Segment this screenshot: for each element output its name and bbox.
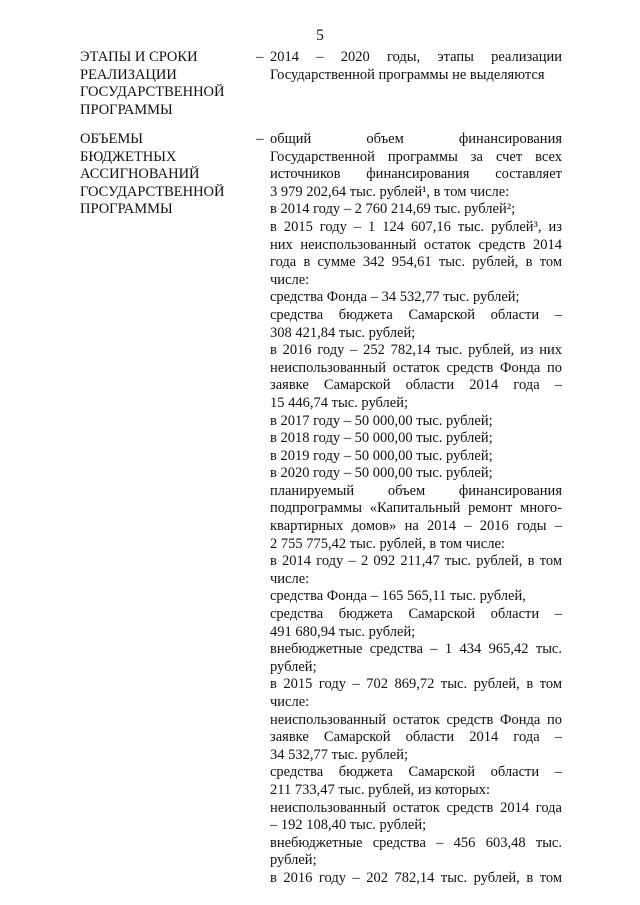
text-line: 491 680,94 тыс. рублей; bbox=[270, 623, 416, 640]
text-line: рублей; bbox=[270, 658, 317, 675]
text-line: 308 421,84 тыс. рублей; bbox=[270, 324, 416, 341]
budget-dash: – bbox=[256, 131, 264, 147]
label-line: ПРОГРАММЫ bbox=[80, 101, 173, 118]
text-line: в 2014 году – 2 760 214,69 тыс. рублей²; bbox=[270, 201, 516, 218]
stages-dash: – bbox=[256, 49, 264, 65]
text-line: в 2015 году – 702 869,72 тыс. рублей, в том bbox=[270, 676, 562, 693]
text-line: внебюджетные средства – 1 434 965,42 тыс. bbox=[270, 641, 562, 658]
label-line: ПРОГРАММЫ bbox=[80, 201, 173, 217]
text-line: в 2018 году – 50 000,00 тыс. рублей; bbox=[270, 430, 493, 447]
text-line: планируемый объем финансирования bbox=[270, 482, 562, 499]
text-line: квартирных домов» на 2014 – 2016 годы – bbox=[270, 518, 562, 535]
label-line: ГОСУДАРСТВЕННОЙ bbox=[80, 183, 225, 200]
text-line: средства бюджета Самарской области – bbox=[270, 764, 562, 781]
text-line: 3 979 202,64 тыс. рублей¹, в том числе: bbox=[270, 183, 510, 200]
text-line: рублей; bbox=[270, 852, 317, 869]
text-line: в 2014 году – 2 092 211,47 тыс. рублей, в том bbox=[270, 553, 562, 570]
text-line: средства бюджета Самарской области – bbox=[270, 306, 562, 323]
label-line: АССИГНОВАНИЙ bbox=[80, 166, 200, 182]
label-line: БЮДЖЕТНЫХ bbox=[80, 148, 177, 165]
text-line: средства Фонда – 165 565,11 тыс. рублей, bbox=[270, 588, 526, 605]
stages-text bbox=[270, 49, 562, 84]
text-line: в 2017 году – 50 000,00 тыс. рублей; bbox=[270, 412, 493, 429]
text-line: внебюджетные средства – 456 603,48 тыс. bbox=[270, 834, 562, 851]
text-line: заявке Самарской области 2014 года – bbox=[270, 377, 562, 394]
label-line: РЕАЛИЗАЦИИ bbox=[80, 66, 177, 83]
text-line: числе: bbox=[270, 570, 310, 587]
text-line: 2014 – 2020 годы, этапы реализации bbox=[270, 49, 562, 65]
text-line: них неиспользованный остаток средств 2014 bbox=[270, 236, 562, 253]
text-line: Государственной программы не выделяются bbox=[270, 66, 545, 83]
text-line: в 2015 году – 1 124 607,16 тыс. рублей³, из bbox=[270, 218, 562, 235]
text-line: в 2020 году – 50 000,00 тыс. рублей; bbox=[270, 465, 493, 482]
text-line: 15 446,74 тыс. рублей; bbox=[270, 394, 408, 411]
budget-text bbox=[270, 131, 562, 888]
label-line: ГОСУДАРСТВЕННОЙ bbox=[80, 84, 225, 100]
text-line: в 2016 году – 252 782,14 тыс. рублей, из них bbox=[270, 342, 562, 359]
text-line: источников финансирования составляет bbox=[270, 166, 562, 183]
text-line: Государственной программы за счет всех bbox=[270, 148, 562, 165]
text-line: 34 532,77 тыс. рублей; bbox=[270, 746, 408, 763]
text-line: подпрограммы «Капитальный ремонт много- bbox=[270, 500, 562, 517]
text-line: года в сумме 342 954,61 тыс. рублей, в том bbox=[270, 254, 562, 271]
text-line: числе: bbox=[270, 271, 310, 288]
text-line: неиспользованный остаток средств 2014 года bbox=[270, 799, 562, 816]
stages-label bbox=[80, 49, 256, 119]
text-line: – 192 108,40 тыс. рублей; bbox=[270, 817, 427, 834]
page-number: 5 bbox=[316, 27, 324, 44]
text-line: в 2016 году – 202 782,14 тыс. рублей, в том bbox=[270, 869, 562, 886]
text-line: неиспользованный остаток средств Фонда по bbox=[270, 359, 562, 376]
text-line: средства Фонда – 34 532,77 тыс. рублей; bbox=[270, 289, 520, 306]
text-line: 211 733,47 тыс. рублей, из которых: bbox=[270, 781, 491, 798]
label-line: ЭТАПЫ И СРОКИ bbox=[80, 49, 198, 65]
text-line: числе: bbox=[270, 694, 310, 710]
label-line: ОБЪЕМЫ bbox=[80, 131, 143, 147]
budget-label bbox=[80, 131, 256, 219]
text-line: заявке Самарской области 2014 года – bbox=[270, 729, 562, 746]
text-line: общий объем финансирования bbox=[270, 131, 562, 147]
text-line: средства бюджета Самарской области – bbox=[270, 606, 562, 623]
text-line: в 2019 году – 50 000,00 тыс. рублей; bbox=[270, 447, 493, 464]
text-line: неиспользованный остаток средств Фонда по bbox=[270, 711, 562, 728]
text-line: 2 755 775,42 тыс. рублей, в том числе: bbox=[270, 535, 505, 552]
